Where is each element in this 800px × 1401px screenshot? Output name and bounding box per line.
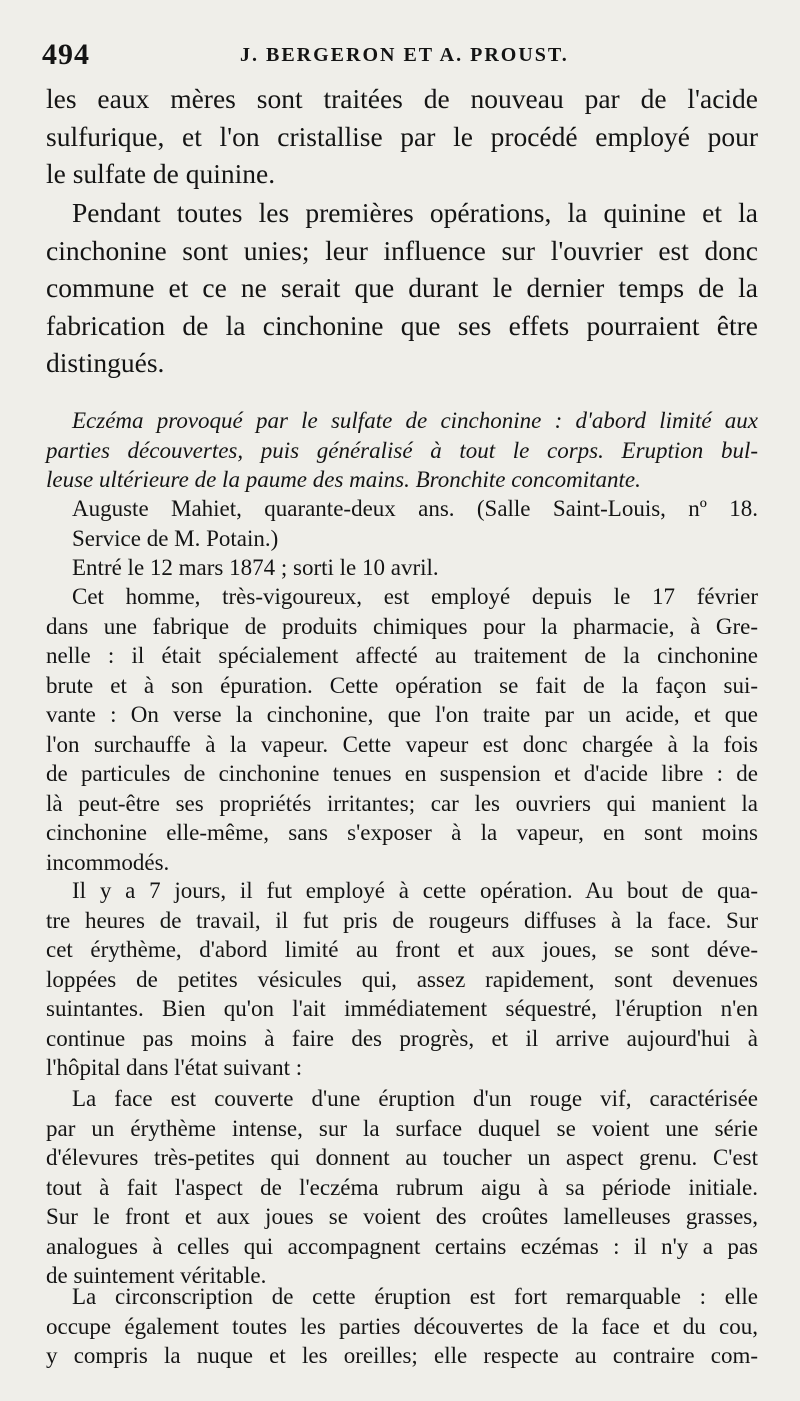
patient-info xyxy=(46,494,758,553)
text-line: Entré le 12 mars 1874 ; sorti le 10 avril. xyxy=(72,555,439,580)
text-line: Eczéma provoqué par le sulfate de cinchonine : d'abord limité aux xyxy=(72,408,758,433)
text-line: Sur le front et aux joues se voient des croûtes lamelleuses grasses, xyxy=(46,1204,758,1229)
text-line: les eaux mères sont traitées de nouveau par de l'acide xyxy=(46,83,758,114)
text-line: occupe également toutes les parties découvertes de la face et du cou, xyxy=(46,1313,758,1339)
text-line: là peut-être ses propriétés irritantes; car les ouvriers qui manient la xyxy=(46,790,758,816)
text-line: sulfurique, et l'on cristallise par le procédé employé pour xyxy=(46,120,758,152)
paragraph-2 xyxy=(46,194,758,382)
running-head: J. BERGERON ET A. PROUST. xyxy=(240,44,569,66)
text-line: leuse ultérieure de la paume des mains. Bronchite concomitante. xyxy=(46,467,641,492)
text-line: continue pas moins à faire des progrès, et il arrive aujourd'hui à xyxy=(46,1025,758,1051)
text-line: de particules de cinchonine tenues en suspension et d'acide libre : de xyxy=(46,761,758,786)
text-line: cinchonine sont unies; leur influence sur l'ouvrier est donc xyxy=(46,234,758,266)
text-line: Cet homme, très-vigoureux, est employé depuis le 17 février xyxy=(72,584,758,609)
text-line: brute et à son épuration. Cette opération se fait de la façon sui- xyxy=(46,672,758,698)
text-line: d'élevures très-petites qui donnent au toucher un aspect grenu. C'est xyxy=(46,1145,758,1170)
paragraph-4 xyxy=(46,876,758,1083)
text-line: le sulfate de quinine. xyxy=(46,158,276,189)
text-line: tout à fait l'aspect de l'eczéma rubrum aigu à sa période initiale. xyxy=(46,1174,758,1200)
case-title xyxy=(46,406,758,495)
paragraph-6 xyxy=(46,1282,758,1371)
text-line: commune et ce ne serait que durant le dernier temps de la xyxy=(46,272,758,303)
paragraph-1 xyxy=(46,80,758,193)
page-header xyxy=(40,38,760,74)
text-line: de suintement véritable. xyxy=(46,1263,267,1288)
text-line: incommodés. xyxy=(46,849,170,875)
text-line: par un érythème intense, sur la surface duquel se voient une série xyxy=(46,1115,758,1141)
text-line: analogues à celles qui accompagnent certains eczémas : il n'y a pas xyxy=(46,1233,758,1259)
text-line: parties découvertes, puis généralisé à tout le corps. Eruption bul- xyxy=(46,437,758,463)
text-line: l'hôpital dans l'état suivant : xyxy=(46,1055,303,1080)
text-line: vante : On verse la cinchonine, que l'on traite par un acide, et que xyxy=(46,702,758,727)
text-line: fabrication de la cinchonine que ses effets pourraient être xyxy=(46,309,758,341)
text-line: nelle : il était spécialement affecté au traitement de la cinchonine xyxy=(46,643,758,668)
text-line: cet érythème, d'abord limité au front et aux joues, se sont déve- xyxy=(46,937,758,962)
text-line: l'on surchauffe à la vapeur. Cette vapeur est donc chargée à la fois xyxy=(46,731,758,757)
text-line: Il y a 7 jours, il fut employé à cette opération. Au bout de qua- xyxy=(72,878,758,903)
text-line: cinchonine elle-même, sans s'exposer à la vapeur, en sont moins xyxy=(46,820,758,845)
text-line: Auguste Mahiet, quarante-deux ans. (Salle Saint-Louis, nº 18. xyxy=(72,496,758,521)
text-line: La face est couverte d'une éruption d'un rouge vif, caractérisée xyxy=(72,1086,758,1111)
paragraph-5 xyxy=(46,1084,758,1291)
text-line: Pendant toutes les premières opérations, la quinine et la xyxy=(72,197,758,228)
text-line: suintantes. Bien qu'on l'ait immédiatement séquestré, l'éruption n'en xyxy=(46,996,758,1021)
admission-dates xyxy=(46,553,758,583)
text-line: Service de M. Potain.) xyxy=(72,525,279,551)
text-line: distingués. xyxy=(46,347,165,378)
text-line: loppées de petites vésicules qui, assez rapidement, sont devenues xyxy=(46,966,758,992)
text-line: dans une fabrique de produits chimiques pour la pharmacie, à Gre- xyxy=(46,613,758,639)
text-line: tre heures de travail, il fut pris de rougeurs diffuses à la face. Sur xyxy=(46,907,758,933)
page-number: 494 xyxy=(42,38,90,71)
text-line: La circonscription de cette éruption est fort remarquable : elle xyxy=(72,1284,758,1309)
text-line: y compris la nuque et les oreilles; elle respecte au contraire com- xyxy=(46,1343,758,1368)
paragraph-3 xyxy=(46,582,758,877)
